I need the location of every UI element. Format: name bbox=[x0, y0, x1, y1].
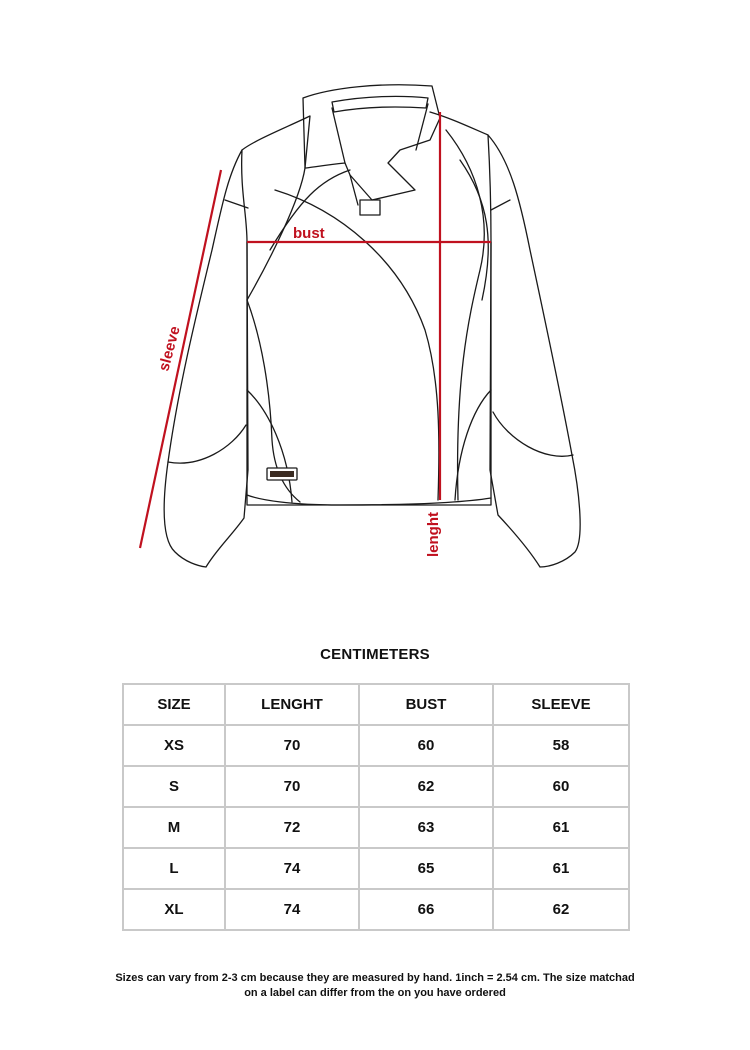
table-row bbox=[123, 889, 629, 930]
cell-size: XL bbox=[123, 889, 225, 930]
cell-length: 72 bbox=[225, 807, 359, 848]
cell-sleeve: 62 bbox=[493, 889, 629, 930]
header-bust: BUST bbox=[359, 684, 493, 725]
size-chart-title: CENTIMETERS bbox=[320, 646, 430, 663]
cell-size: L bbox=[123, 848, 225, 889]
cell-length: 70 bbox=[225, 766, 359, 807]
cell-bust: 65 bbox=[359, 848, 493, 889]
cell-bust: 63 bbox=[359, 807, 493, 848]
table-row bbox=[123, 725, 629, 766]
cell-length: 74 bbox=[225, 889, 359, 930]
cell-bust: 62 bbox=[359, 766, 493, 807]
cell-length: 74 bbox=[225, 848, 359, 889]
table-header-row bbox=[123, 684, 629, 725]
cell-size: M bbox=[123, 807, 225, 848]
table-row bbox=[123, 766, 629, 807]
sleeve-measure-line bbox=[140, 170, 221, 548]
size-chart-table bbox=[122, 683, 630, 931]
length-label: lenght bbox=[425, 512, 442, 557]
cell-size: XS bbox=[123, 725, 225, 766]
header-sleeve: SLEEVE bbox=[493, 684, 629, 725]
header-size: SIZE bbox=[123, 684, 225, 725]
cell-sleeve: 60 bbox=[493, 766, 629, 807]
measurement-note: Sizes can vary from 2-3 cm because they are measured by hand. 1inch = 2.54 cm. The size matchad on a label can differ from the on you have ordered bbox=[115, 972, 635, 999]
cell-size: S bbox=[123, 766, 225, 807]
jacket-outline bbox=[164, 85, 580, 567]
table-row bbox=[123, 848, 629, 889]
bust-label: bust bbox=[293, 225, 325, 242]
header-length: LENGHT bbox=[225, 684, 359, 725]
sleeve-label: sleeve bbox=[155, 324, 184, 374]
cell-sleeve: 61 bbox=[493, 848, 629, 889]
cell-bust: 60 bbox=[359, 725, 493, 766]
cell-bust: 66 bbox=[359, 889, 493, 930]
cell-length: 70 bbox=[225, 725, 359, 766]
cell-sleeve: 58 bbox=[493, 725, 629, 766]
cell-sleeve: 61 bbox=[493, 807, 629, 848]
table-row bbox=[123, 807, 629, 848]
